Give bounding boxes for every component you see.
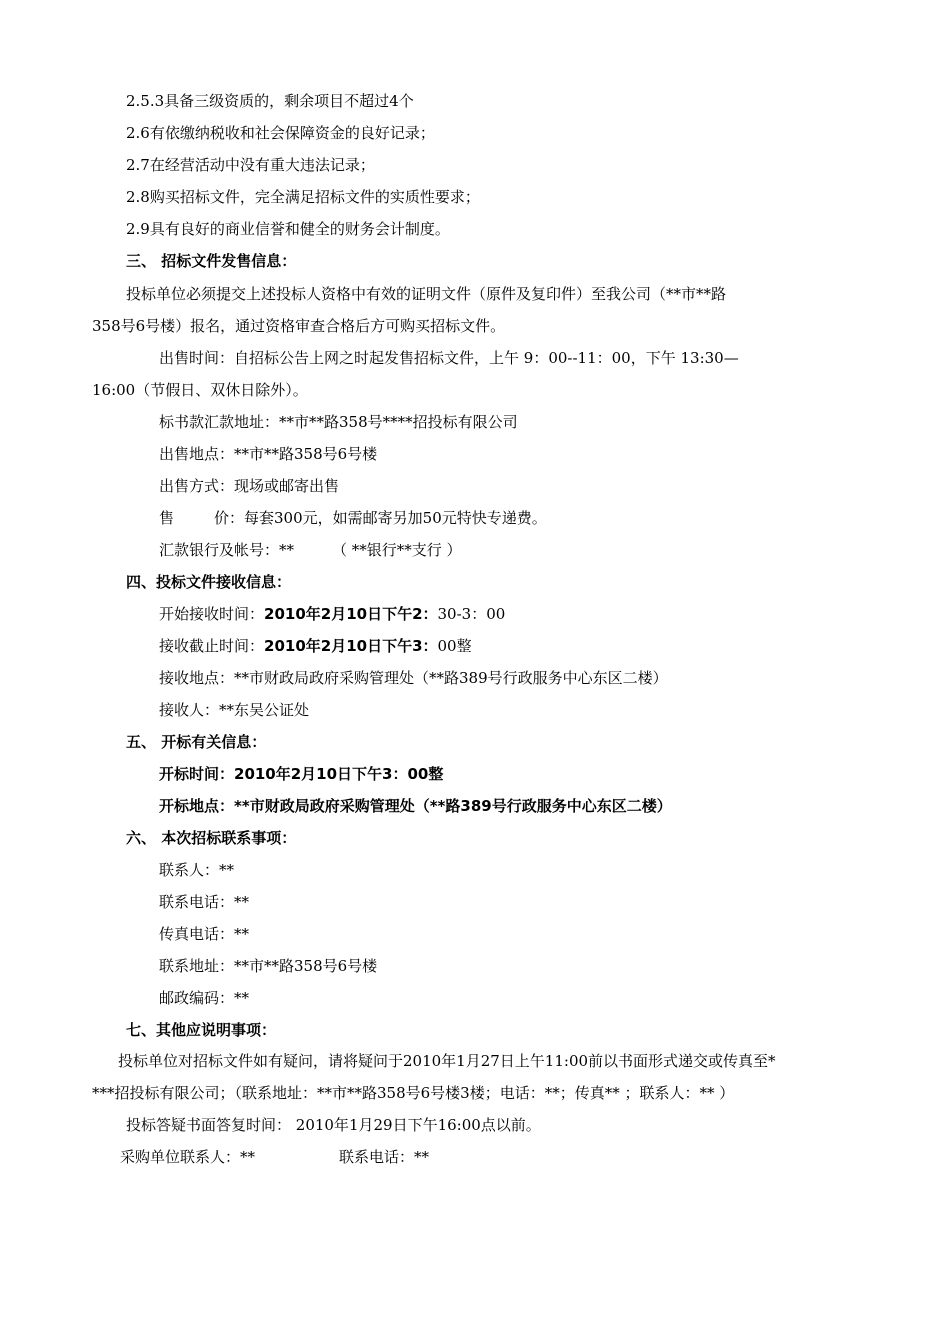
receive-start-date: 2010年2月10日下午2： — [264, 605, 438, 623]
receive-deadline-date: 2010年2月10日下午3： — [264, 637, 438, 655]
postal-code: 邮政编码：** — [159, 989, 250, 1007]
clause-2-9: 2.9具有良好的商业信誉和健全的财务会计制度。 — [126, 220, 450, 238]
contact-address: 联系地址：**市**路358号6号楼 — [159, 957, 378, 975]
clause-2-5-3: 2.5.3具备三级资质的，剩余项目不超过4个 — [126, 92, 414, 110]
receive-start-label: 开始接收时间： — [159, 605, 265, 623]
receive-deadline-label: 接收截止时间： — [159, 637, 265, 655]
receive-start-time — [159, 604, 505, 624]
section-5-heading: 五、 开标有关信息： — [126, 733, 267, 751]
section-6-heading: 六、 本次招标联系事项： — [126, 829, 297, 847]
bank-account-line — [159, 540, 462, 560]
clause-2-7: 2.7在经营活动中没有重大违法记录； — [126, 156, 375, 174]
remit-address: 标书款汇款地址：**市**路358号****招投标有限公司 — [159, 413, 518, 431]
receiver: 接收人：**东吴公证处 — [159, 701, 310, 719]
clause-2-8: 2.8购买招标文件，完全满足招标文件的实质性要求； — [126, 188, 480, 206]
sale-time-line1: 出售时间：自招标公告上网之时起发售招标文件，上午 9：00--11：00，下午 13:30— — [159, 349, 739, 367]
inquiry-para-line2: ***招投标有限公司；（联系地址：**市**路358号6号楼3楼；电话：**；传真** ；联系人：** ） — [92, 1084, 735, 1102]
receive-deadline-hours: 00整 — [437, 637, 472, 655]
opening-time: 开标时间：2010年2月10日下午3：00整 — [159, 765, 444, 783]
contact-person: 联系人：** — [159, 861, 235, 879]
contact-phone: 联系电话：** — [159, 893, 250, 911]
section-3-heading: 三、 招标文件发售信息： — [126, 252, 297, 270]
price-line — [159, 508, 547, 528]
section-3-para-line1: 投标单位必须提交上述投标人资格中有效的证明文件（原件及复印件）至我公司（**市**路 — [126, 285, 727, 303]
section-4-heading: 四、投标文件接收信息： — [126, 573, 292, 591]
reply-time: 投标答疑书面答复时间： 2010年1月29日下午16:00点以前。 — [126, 1116, 541, 1134]
receive-deadline — [159, 636, 472, 656]
receive-location: 接收地点：**市财政局政府采购管理处（**路389号行政服务中心东区二楼） — [159, 669, 668, 687]
purchaser-contact: 采购单位联系人：** — [120, 1148, 256, 1166]
sale-method: 出售方式：现场或邮寄出售 — [159, 477, 340, 495]
section-7-heading: 七、其他应说明事项： — [126, 1021, 277, 1039]
receive-start-hours: 30-3：00 — [437, 605, 506, 623]
inquiry-para-line1: 投标单位对招标文件如有疑问，请将疑问于2010年1月27日上午11:00前以书面形式递交或传真至* — [118, 1052, 776, 1070]
section-3-para-line2: 358号6号楼）报名，通过资格审查合格后方可购买招标文件。 — [92, 317, 506, 335]
bank-account-label: 汇款银行及帐号：** — [159, 541, 295, 559]
opening-location: 开标地点：**市财政局政府采购管理处（**路389号行政服务中心东区二楼） — [159, 797, 672, 815]
sale-location: 出售地点：**市**路358号6号楼 — [159, 445, 378, 463]
bank-name: （ **银行**支行 ） — [332, 541, 462, 559]
price-text: 价：每套300元，如需邮寄另加50元特快专递费。 — [214, 509, 547, 527]
fax-phone: 传真电话：** — [159, 925, 250, 943]
sale-time-line2: 16:00（节假日、双休日除外）。 — [92, 381, 308, 399]
purchaser-contact-line — [120, 1147, 429, 1167]
clause-2-6: 2.6有依缴纳税收和社会保障资金的良好记录； — [126, 124, 435, 142]
purchaser-phone: 联系电话：** — [339, 1148, 430, 1166]
price-label-part1: 售 — [159, 509, 175, 527]
